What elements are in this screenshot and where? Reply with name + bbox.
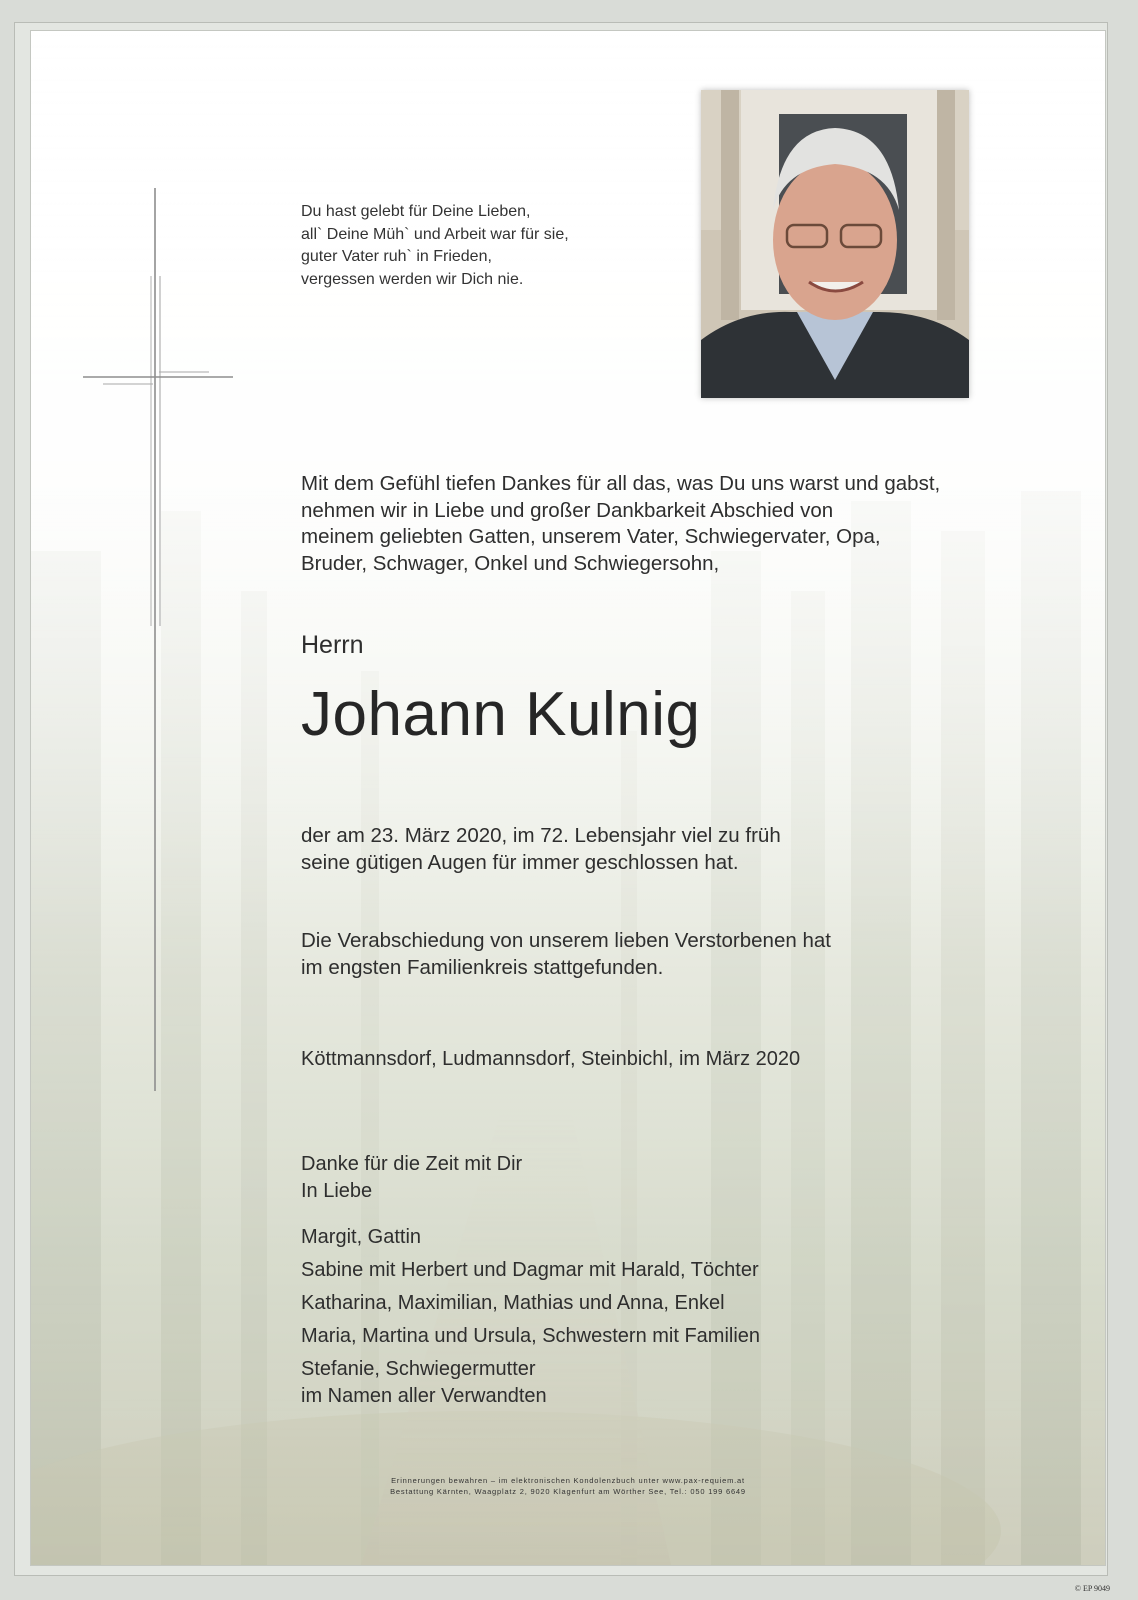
intro-line: nehmen wir in Liebe und großer Dankbarkeit Abschied von	[301, 498, 834, 522]
family-member: Stefanie, Schwiegermutter	[301, 1358, 536, 1380]
thanks-line: Danke für die Zeit mit Dir	[301, 1153, 523, 1175]
footer-condolence-line: Erinnerungen bewahren – im elektronischen Kondolenzbuch unter www.pax-requiem.at	[391, 1476, 745, 1485]
place-date: Köttmannsdorf, Ludmannsdorf, Steinbichl, im März 2020	[301, 1048, 801, 1070]
poem-line: all` Deine Müh` und Arbeit war für sie,	[301, 225, 569, 243]
obituary-card	[30, 30, 1106, 1566]
poem-line: vergessen werden wir Dich nie.	[301, 270, 524, 288]
family-member: Sabine mit Herbert und Dagmar mit Harald, Töchter	[301, 1259, 759, 1281]
portrait-photo	[701, 90, 969, 398]
family-member: Katharina, Maximilian, Mathias und Anna, Enkel	[301, 1292, 725, 1314]
cross-icon	[81, 186, 241, 1096]
print-code: © EP 9049	[1074, 1584, 1110, 1593]
intro-text	[301, 471, 940, 577]
farewell-line: Die Verabschiedung von unserem lieben Verstorbenen hat	[301, 929, 831, 952]
death-notice	[301, 823, 781, 876]
poem-line: Du hast gelebt für Deine Lieben,	[301, 203, 531, 220]
salutation: Herrn	[301, 631, 364, 659]
closing: im Namen aller Verwandten	[301, 1385, 547, 1407]
thanks-line: In Liebe	[301, 1179, 373, 1202]
footer-address-line: Bestattung Kärnten, Waagplatz 2, 9020 Klagenfurt am Wörther See, Tel.: 050 199 6649	[390, 1487, 746, 1496]
farewell-notice	[301, 928, 831, 981]
deceased-name: Johann Kulnig	[301, 680, 701, 749]
poem	[301, 201, 569, 291]
intro-line: Bruder, Schwager, Onkel und Schwiegersohn,	[301, 551, 720, 575]
intro-line: meinem geliebten Gatten, unserem Vater, Schwiegervater, Opa,	[301, 525, 881, 548]
thanks	[301, 1151, 522, 1204]
family-member: Margit, Gattin	[301, 1226, 422, 1248]
farewell-line: im engsten Familienkreis stattgefunden.	[301, 955, 664, 979]
poem-line: guter Vater ruh` in Frieden,	[301, 248, 492, 265]
death-notice-line: der am 23. März 2020, im 72. Lebensjahr viel zu früh	[301, 824, 781, 847]
family-list	[301, 1221, 760, 1386]
intro-line: Mit dem Gefühl tiefen Dankes für all das, was Du uns warst und gabst,	[301, 472, 941, 495]
family-member: Maria, Martina und Ursula, Schwestern mit Familien	[301, 1325, 761, 1347]
death-notice-line: seine gütigen Augen für immer geschlossen hat.	[301, 850, 739, 874]
